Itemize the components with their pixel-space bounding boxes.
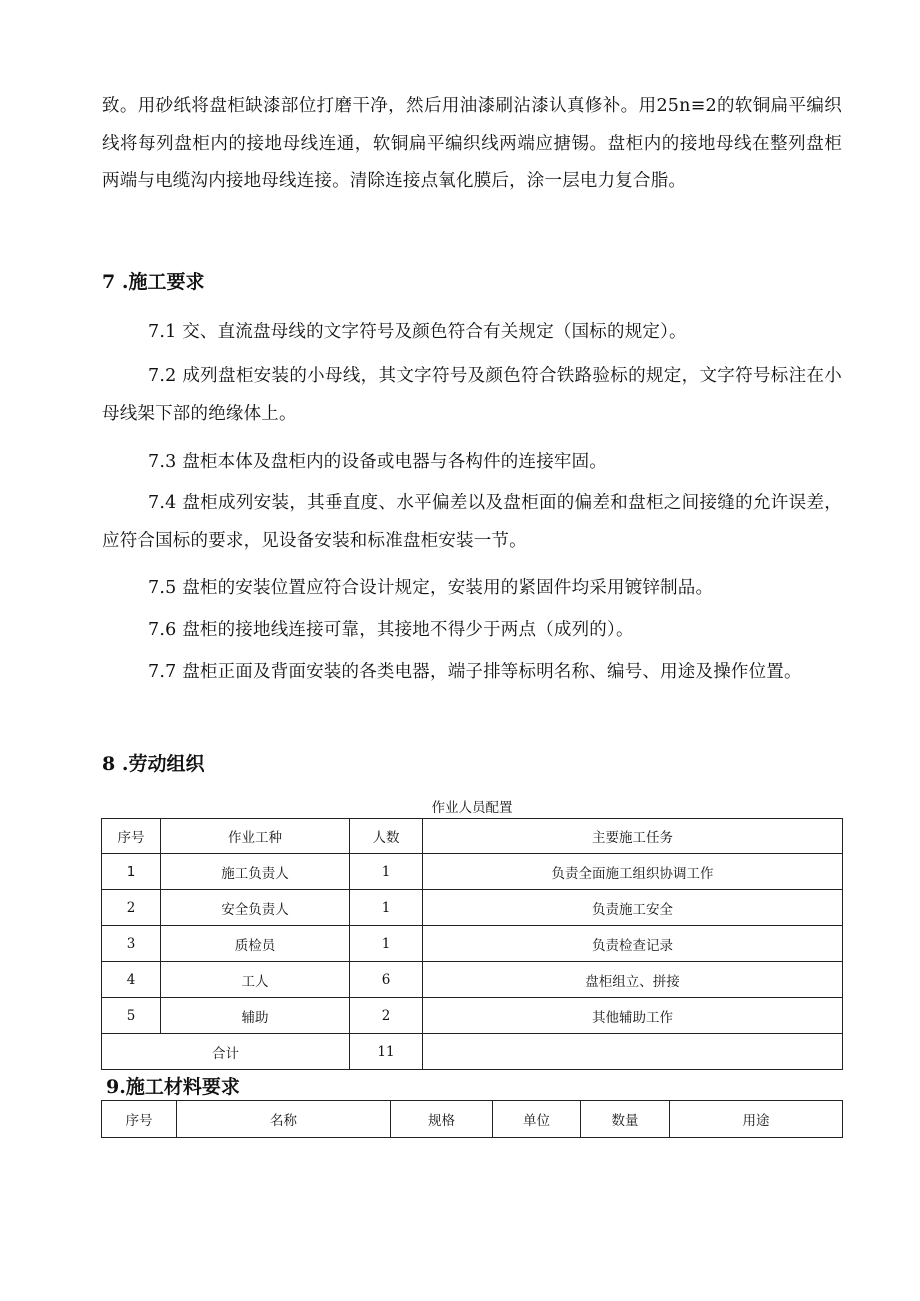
header-index: 序号 [102,1101,177,1138]
item-7-1: 7.1 交、直流盘母线的文字符号及颜色符合有关规定（国标的规定）。 [148,322,687,342]
row-headcount: 2 [350,998,423,1034]
row-index: 2 [102,890,161,926]
intro-paragraph: 致。用砂纸将盘柜缺漆部位打磨干净，然后用油漆刷沾漆认真修补。用25n≡2的软铜扁平编织线将每列盘柜内的接地母线连通，软铜扁平编织线两端应搪锡。盘柜内的接地母线在整列盘柜两端与电缆沟内接地母线连接。清除连接点氧化膜后，涂一层电力复合脂。 [102,96,842,191]
header-usage: 用途 [670,1101,843,1138]
item-7-6: 7.6 盘柜的接地线连接可靠，其接地不得少于两点（成列的）。 [148,620,634,640]
table-row [102,890,843,926]
row-index: 1 [102,854,161,890]
item-7-5: 7.5 盘柜的安装位置应符合设计规定，安装用的紧固件均采用镀锌制品。 [148,578,714,598]
header-index: 序号 [102,819,161,854]
table-row [102,998,843,1034]
header-main-task: 主要施工任务 [423,819,843,854]
row-job-type: 安全负责人 [161,890,350,926]
row-index: 5 [102,998,161,1034]
total-row [102,1034,843,1070]
staff-table-caption: 作业人员配置 [431,800,513,816]
section-8-heading: 8 .劳动组织 [102,753,205,775]
row-headcount: 1 [350,890,423,926]
header-spec: 规格 [391,1101,493,1138]
row-main-task: 盘柜组立、拼接 [423,962,843,998]
row-index: 3 [102,926,161,962]
row-index: 4 [102,962,161,998]
staff-table [101,818,843,1070]
item-7-2: 7.2 成列盘柜安装的小母线，其文字符号及颜色符合铁路验标的规定，文字符号标注在小母线架下部的绝缘体上。 [102,366,842,424]
row-main-task: 负责施工安全 [423,890,843,926]
header-job-type: 作业工种 [161,819,350,854]
item-7-4: 7.4 盘柜成列安装，其垂直度、水平偏差以及盘柜面的偏差和盘柜之间接缝的允许误差，应符合国标的要求，见设备安装和标准盘柜安装一节。 [102,493,842,551]
item-7-7: 7.7 盘柜正面及背面安装的各类电器，端子排等标明名称、编号、用途及操作位置。 [148,662,802,682]
total-task [423,1034,843,1070]
row-main-task: 负责全面施工组织协调工作 [423,854,843,890]
table-row [102,854,843,890]
row-job-type: 施工负责人 [161,854,350,890]
material-table-header-row [102,1101,843,1138]
row-headcount: 1 [350,854,423,890]
row-headcount: 1 [350,926,423,962]
header-name: 名称 [177,1101,391,1138]
item-7-3: 7.3 盘柜本体及盘柜内的设备或电器与各构件的连接牢固。 [148,452,607,472]
row-main-task: 其他辅助工作 [423,998,843,1034]
row-job-type: 质检员 [161,926,350,962]
row-job-type: 辅助 [161,998,350,1034]
header-unit: 单位 [493,1101,581,1138]
staff-table-header-row [102,819,843,854]
header-quantity: 数量 [581,1101,670,1138]
row-job-type: 工人 [161,962,350,998]
total-label: 合计 [102,1034,350,1070]
section-9-heading: 9.施工材料要求 [106,1076,240,1098]
table-row [102,962,843,998]
row-main-task: 负责检查记录 [423,926,843,962]
row-headcount: 6 [350,962,423,998]
total-count: 11 [350,1034,423,1070]
material-table [101,1100,843,1138]
section-7-heading: 7 .施工要求 [102,271,205,293]
header-headcount: 人数 [350,819,423,854]
table-row [102,926,843,962]
